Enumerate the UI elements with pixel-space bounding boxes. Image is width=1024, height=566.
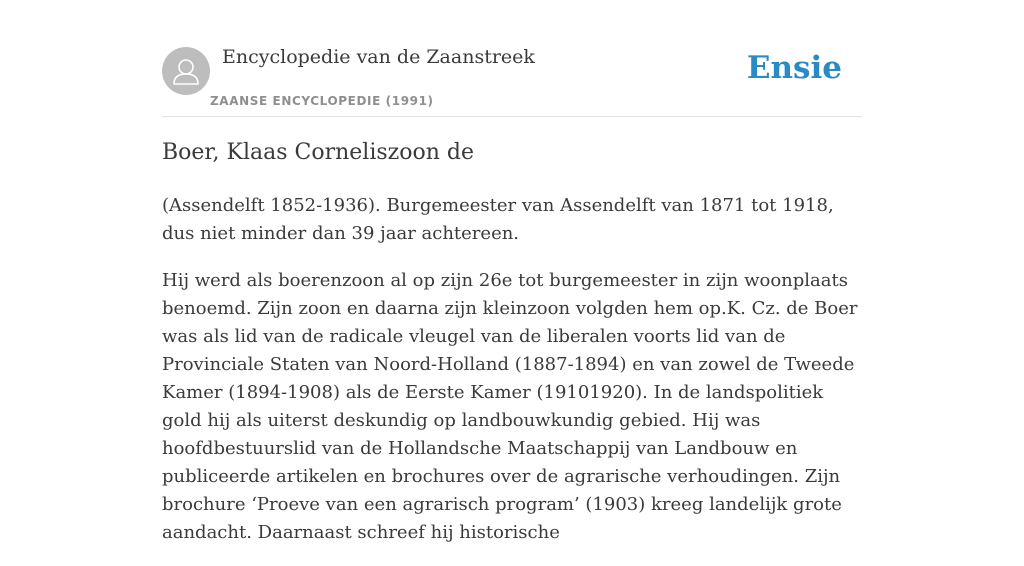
article-paragraph: Hij werd als boerenzoon al op zijn 26e tot burgemeester in zijn woonplaats benoemd. Zijn zoon en daarna zijn kleinzoon volgden hem op.K. Cz. de Boer was als lid van de radicale vleugel van de liberalen voorts lid van de Provinciale Staten van Noord-Holland (1887-1894) en van zowel de Tweede Kamer (1894-1908) als de Eerste Kamer (19101920). In de landspolitiek gold hij als uiterst deskundig op landbouwkundig gebied. Hij was hoofdbestuurslid van de Hollandsche Maatschappij van Landbouw en publiceerde artikelen en brochures over de agrarische verhoudingen. Zijn brochure ‘Proeve van een agrarisch program’ (1903) kreeg landelijk grote aandacht. Daarnaast schreef hij historische — [162, 270, 858, 543]
source-title[interactable]: Encyclopedie van de Zaanstreek — [222, 46, 535, 68]
source-header — [162, 0, 862, 117]
article-paragraph: (Assendelft 1852-1936). Burgemeester van Assendelft van 1871 tot 1918, dus niet minder dan 39 jaar achtereen. — [162, 195, 834, 244]
avatar[interactable] — [162, 47, 210, 95]
article-title: Boer, Klaas Corneliszoon de — [162, 140, 474, 165]
page — [162, 0, 862, 543]
brand-logo[interactable]: Ensie — [746, 50, 842, 86]
article-body — [162, 192, 862, 566]
source-subtitle: ZAANSE ENCYCLOPEDIE (1991) — [210, 94, 434, 108]
user-silhouette-icon — [162, 47, 210, 95]
